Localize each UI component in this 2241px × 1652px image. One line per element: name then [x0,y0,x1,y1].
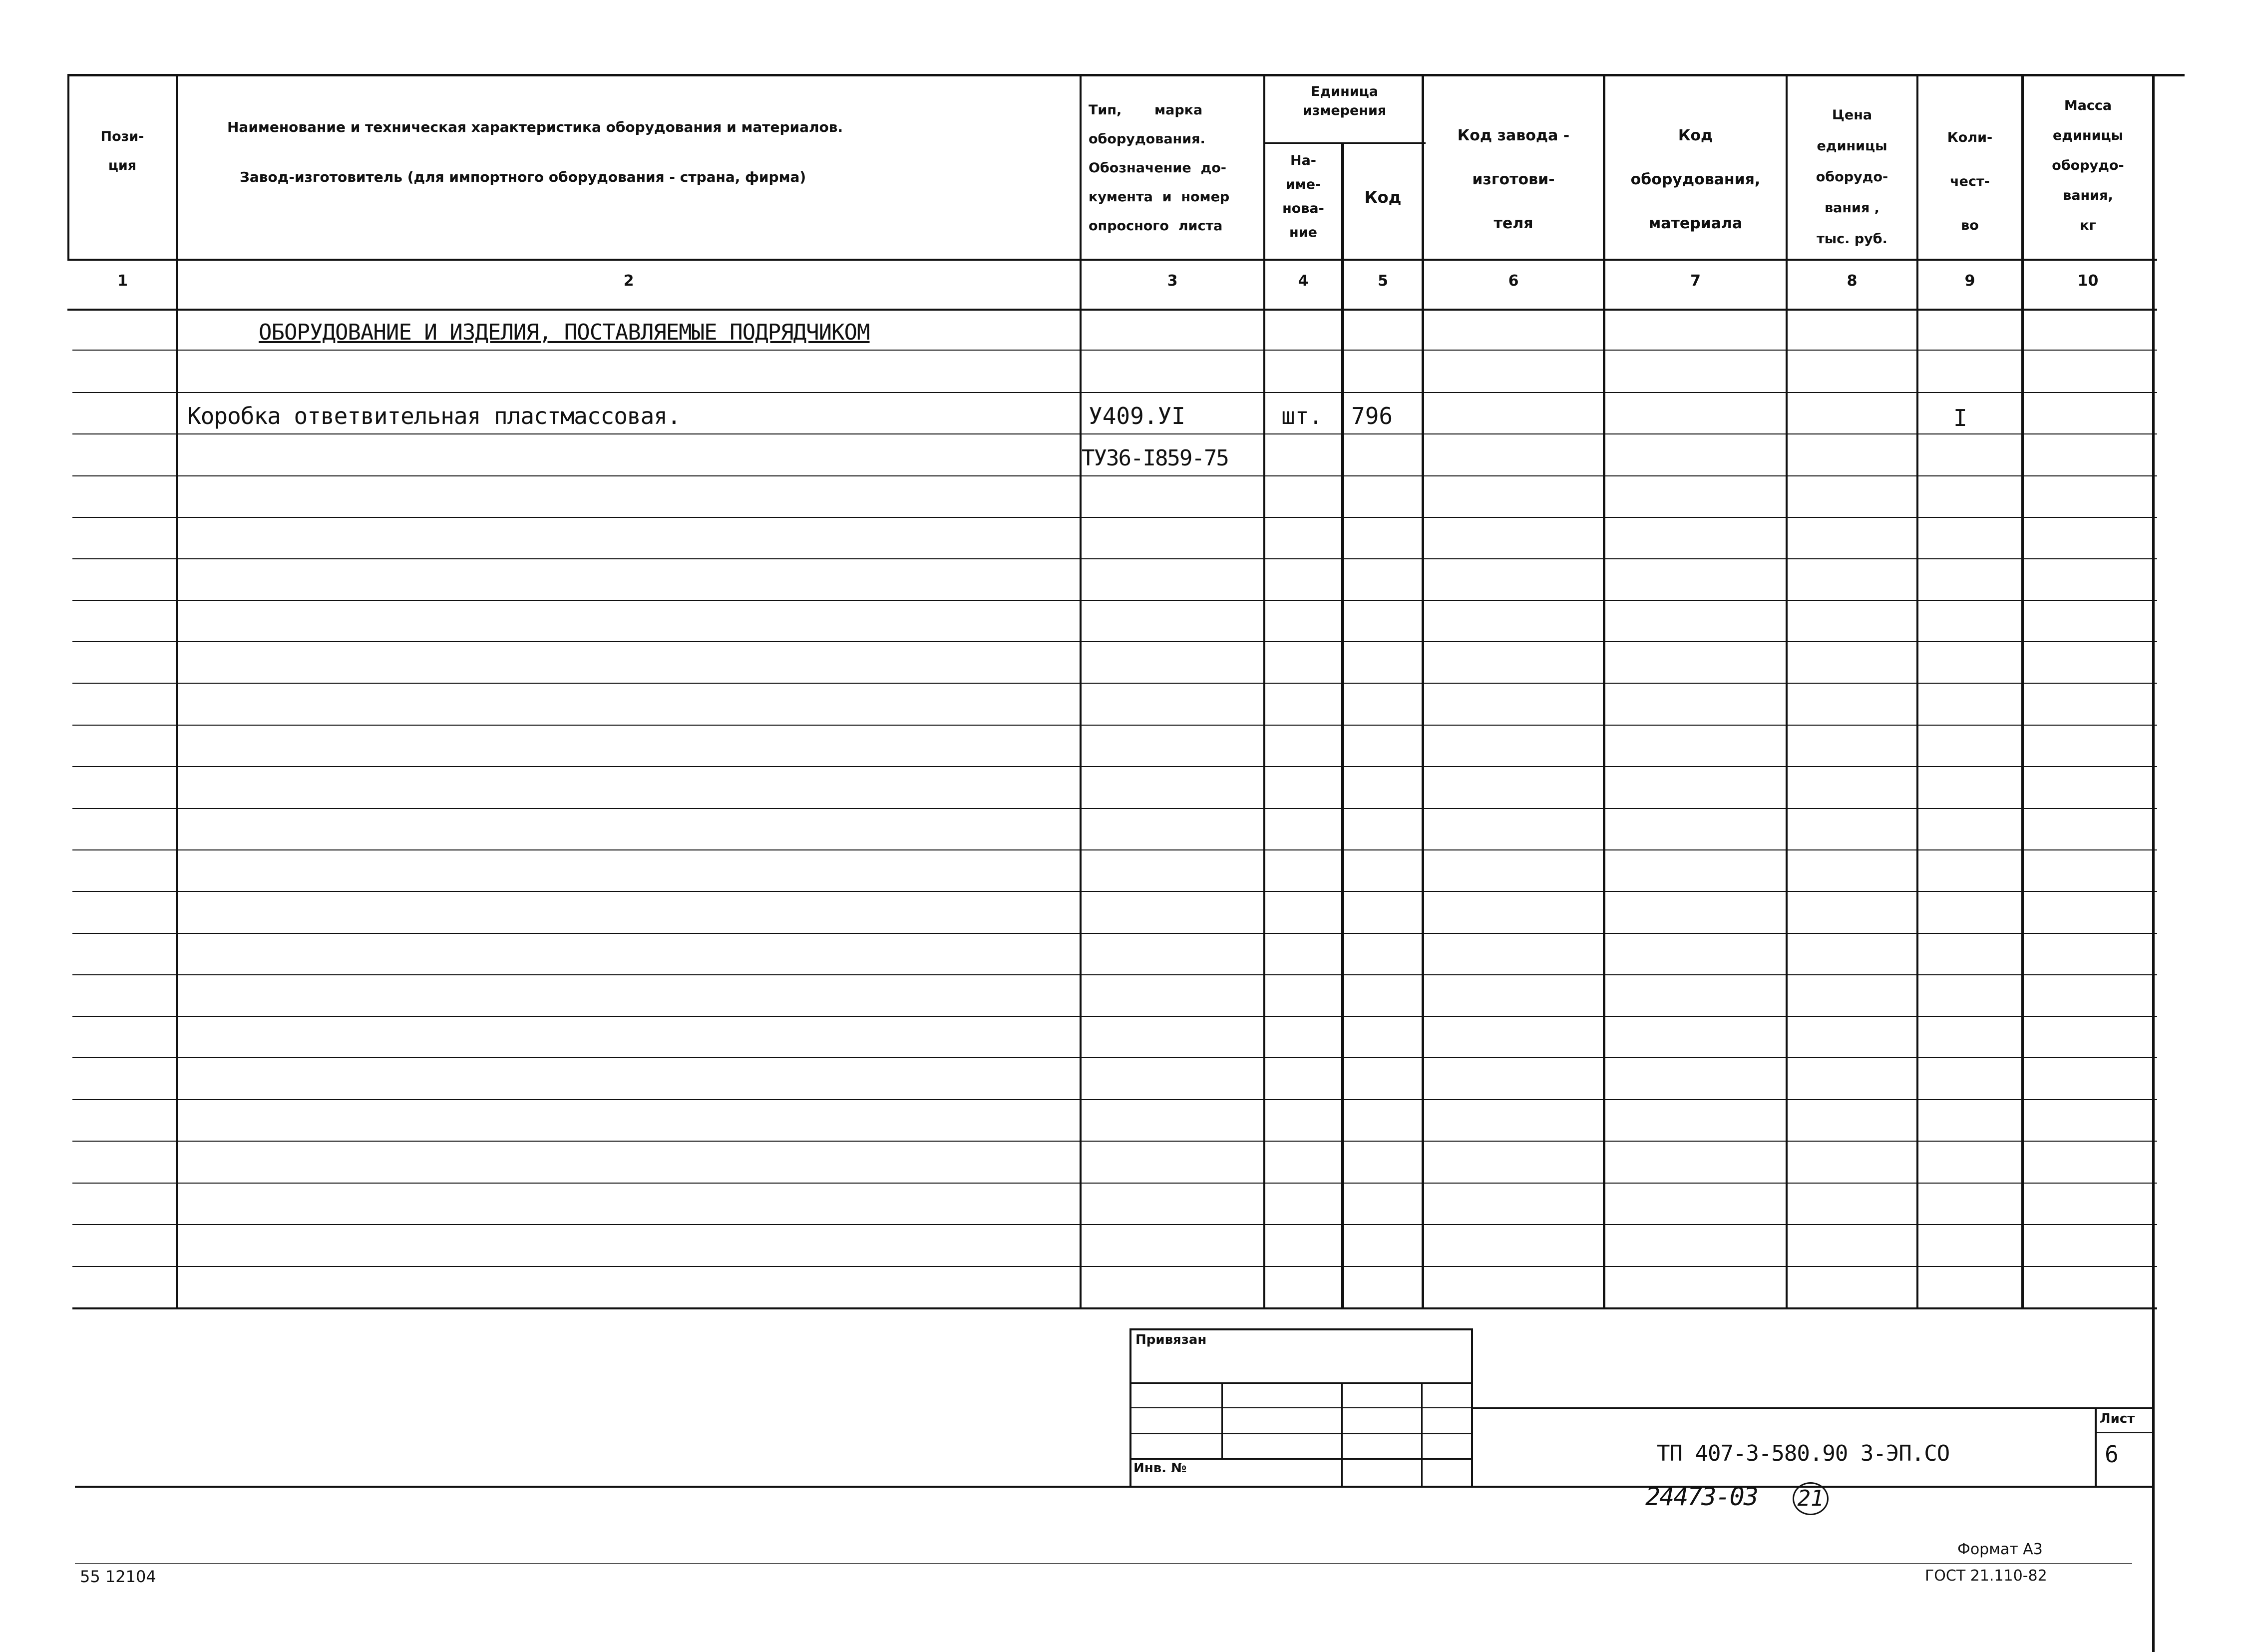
colnum-7: 7 [1690,272,1701,290]
sheet-label: Лист [2100,1411,2135,1426]
bound-label: Привязан [1135,1332,1207,1347]
header-unit-name: На- име- нова- ние [1282,153,1324,240]
circled-number-text: 21 [1797,1486,1824,1511]
circled-number [1793,1482,1829,1515]
format-label: Формат А3 [1957,1541,2043,1558]
colnum-8: 8 [1847,272,1858,290]
header-manufacturer-code: Код завода - изготови- теля [1457,127,1570,232]
colnum-5: 5 [1378,272,1388,290]
item-name: Коробка ответвительная пластмассовая. [187,403,681,429]
item-document: ТУ36-I859-75 [1082,445,1228,471]
header-name-line2: Завод-изготовитель (для импортного оборудования - страна, фирма) [240,169,806,185]
header-unit-price: Цена единицы оборудо- вания , тыс. руб. [1816,107,1888,247]
colnum-2: 2 [623,272,634,290]
item-unit-code: 796 [1351,403,1393,429]
colnum-9: 9 [1964,272,1975,290]
colnum-4: 4 [1298,272,1309,290]
sheet-number: 6 [2105,1441,2119,1468]
colnum-1: 1 [117,272,128,290]
handwritten-number: 24473-03 [1645,1482,1758,1511]
inventory-label: Инв. № [1133,1461,1187,1476]
header-equipment-code: Код оборудования, материала [1630,127,1761,232]
header-unit-code: Код [1364,188,1402,207]
colnum-6: 6 [1508,272,1519,290]
header-quantity: Коли- чест- во [1947,130,1993,233]
item-type: У409.УI [1089,403,1185,429]
section-title: ОБОРУДОВАНИЕ И ИЗДЕЛИЯ, ПОСТАВЛЯЕМЫЕ ПОДРЯДЧИКОМ [259,320,870,345]
header-name-line1: Наименование и техническая характеристика оборудования и материалов. [227,119,843,135]
gost-label: ГОСТ 21.110-82 [1925,1567,2047,1585]
item-quantity: I [1953,405,1967,431]
footer-left-code: 55 12104 [80,1567,156,1586]
header-position: Пози- ция [100,129,144,173]
document-code: ТП 407-3-580.90 3-ЭП.СО [1657,1441,1950,1466]
colnum-3: 3 [1167,272,1178,290]
colnum-10: 10 [2077,272,2099,290]
header-unit-group: Единица измерения [1302,84,1387,118]
item-unit: шт. [1281,403,1323,429]
header-unit-mass: Масса единицы оборудо- вания, кг [2052,98,2124,233]
header-type: Тип, марка оборудования. Обозначение до- кумента и номер опросного листа [1089,102,1230,234]
